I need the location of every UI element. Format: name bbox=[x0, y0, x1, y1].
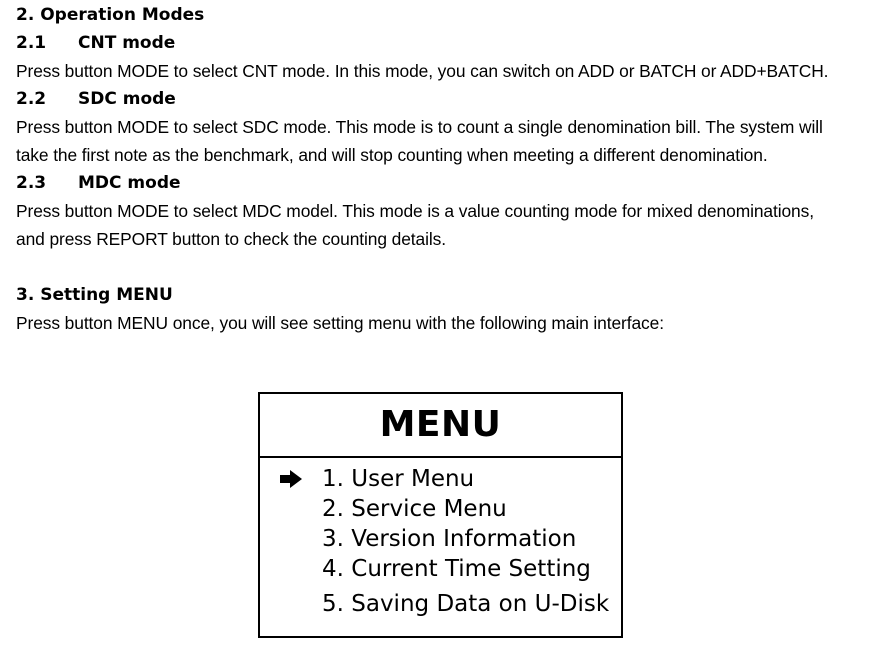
section-3-body: Press button MENU once, you will see setting menu with the following main interface: bbox=[16, 313, 664, 333]
section-2-title: Operation Modes bbox=[40, 5, 205, 25]
section-3-number: 3. bbox=[16, 285, 35, 305]
section-2-1-body: Press button MODE to select CNT mode. In this mode, you can switch on ADD or BATCH or ADD+BATCH. bbox=[16, 61, 829, 81]
right-arrow-icon bbox=[280, 470, 302, 488]
section-2-2-heading bbox=[16, 89, 176, 109]
section-2-heading bbox=[16, 5, 204, 25]
menu-header bbox=[260, 394, 621, 458]
section-2-3-body-line-2: and press REPORT button to check the counting details. bbox=[16, 229, 446, 249]
menu-item-current-time-setting[interactable]: 4. Current Time Setting bbox=[322, 556, 591, 582]
section-2-3-title: MDC mode bbox=[78, 173, 181, 193]
section-2-number: 2. bbox=[16, 5, 35, 25]
menu-item-user-menu[interactable]: 1. User Menu bbox=[322, 466, 475, 492]
section-2-1-heading bbox=[16, 33, 175, 53]
menu-screen bbox=[258, 392, 623, 638]
menu-item-version-information[interactable]: 3. Version Information bbox=[322, 526, 577, 552]
section-2-2-body-line-1: Press button MODE to select SDC mode. This mode is to count a single denomination bill. The system will bbox=[16, 117, 823, 137]
section-2-2-title: SDC mode bbox=[78, 89, 176, 109]
menu-item-service-menu[interactable]: 2. Service Menu bbox=[322, 496, 507, 522]
section-2-3-body-line-1: Press button MODE to select MDC model. This mode is a value counting mode for mixed denominations, bbox=[16, 201, 814, 221]
section-2-2-number: 2.2 bbox=[16, 89, 47, 109]
section-3-title: Setting MENU bbox=[40, 285, 173, 305]
menu-item-saving-data-u-disk[interactable]: 5. Saving Data on U-Disk bbox=[322, 591, 610, 617]
section-2-1-title: CNT mode bbox=[78, 33, 176, 53]
section-2-1-number: 2.1 bbox=[16, 33, 47, 53]
menu-title: MENU bbox=[379, 404, 502, 445]
section-3-heading bbox=[16, 285, 173, 305]
section-2-2-body-line-2: take the first note as the benchmark, and will stop counting when meeting a different denomination. bbox=[16, 145, 768, 165]
section-2-3-number: 2.3 bbox=[16, 173, 47, 193]
section-2-3-heading bbox=[16, 173, 181, 193]
